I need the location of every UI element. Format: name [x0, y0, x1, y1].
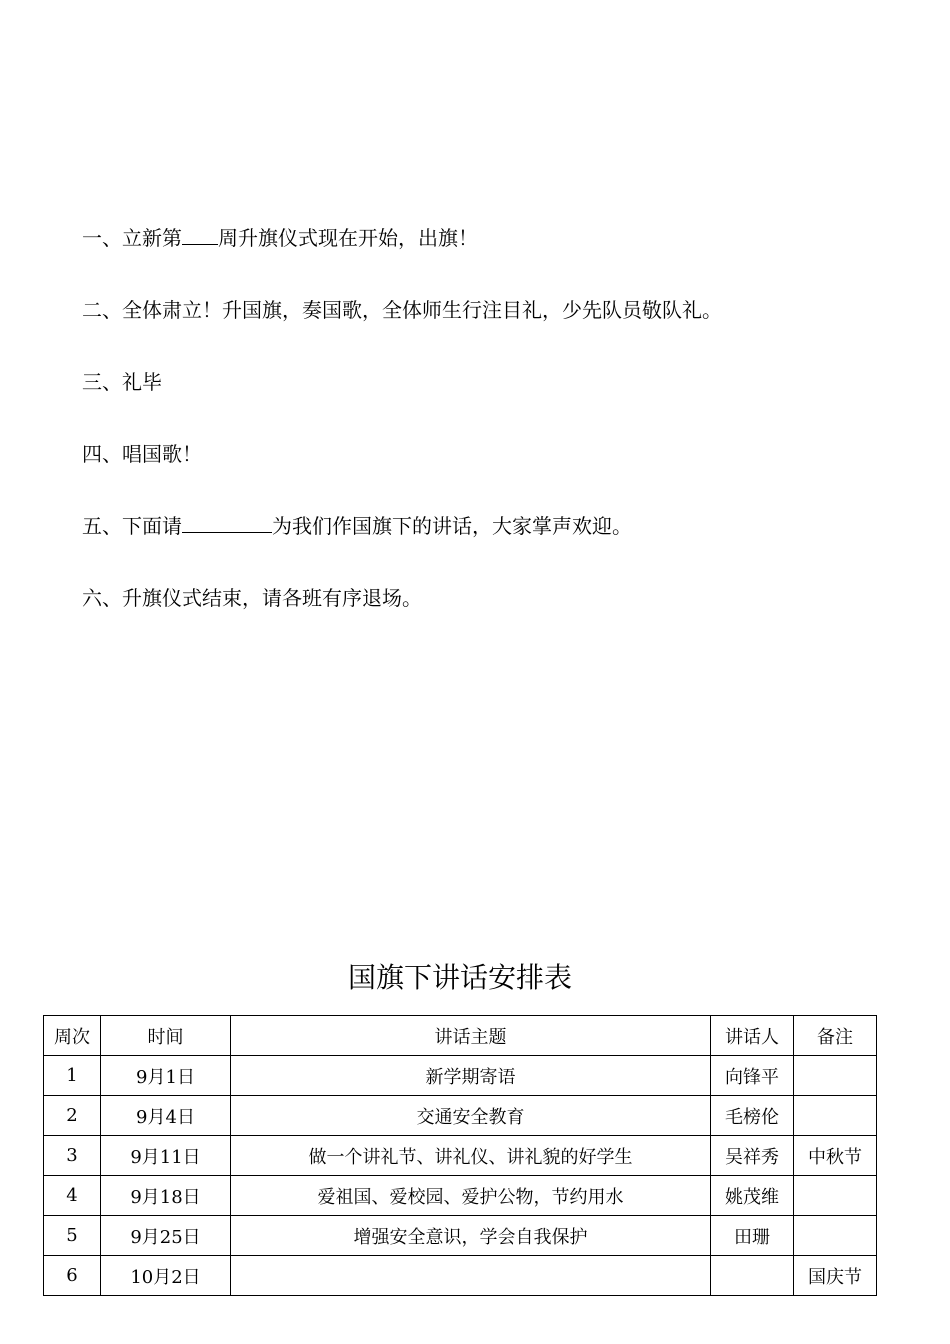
cell-date: 10月2日 — [101, 1256, 231, 1296]
step-4: 四、唱国歌！ — [82, 442, 202, 466]
cell-date: 9月4日 — [101, 1096, 231, 1136]
header-note: 备注 — [794, 1016, 877, 1056]
cell-topic — [231, 1256, 711, 1296]
step-2: 二、全体肃立！升国旗，奏国歌，全体师生行注目礼，少先队员敬队礼。 — [82, 298, 722, 322]
cell-note — [794, 1056, 877, 1096]
cell-week: 6 — [44, 1256, 101, 1296]
cell-topic: 新学期寄语 — [231, 1056, 711, 1096]
table-row — [44, 1176, 877, 1216]
step-1-prefix: 一、立新第 — [82, 226, 182, 250]
header-week: 周次 — [44, 1016, 101, 1056]
step-5 — [82, 510, 902, 542]
cell-note — [794, 1096, 877, 1136]
cell-topic: 做一个讲礼节、讲礼仪、讲礼貌的好学生 — [231, 1136, 711, 1176]
table-row — [44, 1256, 877, 1296]
cell-speaker: 吴祥秀 — [711, 1136, 794, 1176]
cell-topic: 爱祖国、爱校园、爱护公物，节约用水 — [231, 1176, 711, 1216]
header-speaker: 讲话人 — [711, 1016, 794, 1056]
header-topic: 讲话主题 — [231, 1016, 711, 1056]
cell-topic: 交通安全教育 — [231, 1096, 711, 1136]
table-row — [44, 1136, 877, 1176]
step-1 — [82, 222, 902, 254]
ceremony-steps — [82, 222, 902, 654]
schedule-table — [43, 1015, 877, 1296]
cell-speaker: 田珊 — [711, 1216, 794, 1256]
cell-speaker: 毛榜伦 — [711, 1096, 794, 1136]
cell-note — [794, 1176, 877, 1216]
cell-week: 1 — [44, 1056, 101, 1096]
step-3: 三、礼毕 — [82, 370, 162, 394]
cell-week: 3 — [44, 1136, 101, 1176]
cell-week: 2 — [44, 1096, 101, 1136]
cell-speaker: 向锋平 — [711, 1056, 794, 1096]
schedule-title: 国旗下讲话安排表 — [347, 961, 572, 994]
cell-note — [794, 1216, 877, 1256]
table-row — [44, 1216, 877, 1256]
table-row — [44, 1096, 877, 1136]
cell-date: 9月25日 — [101, 1216, 231, 1256]
cell-speaker: 姚茂维 — [711, 1176, 794, 1216]
cell-date: 9月1日 — [101, 1056, 231, 1096]
cell-date: 9月18日 — [101, 1176, 231, 1216]
cell-note: 国庆节 — [794, 1256, 877, 1296]
table-header-row — [44, 1016, 877, 1056]
step-6: 六、升旗仪式结束，请各班有序退场。 — [82, 586, 422, 610]
cell-date: 9月11日 — [101, 1136, 231, 1176]
step-5-suffix: 为我们作国旗下的讲话，大家掌声欢迎。 — [272, 514, 632, 538]
cell-speaker — [711, 1256, 794, 1296]
cell-topic: 增强安全意识，学会自我保护 — [231, 1216, 711, 1256]
speaker-name-blank — [182, 510, 272, 533]
cell-week: 4 — [44, 1176, 101, 1216]
step-1-suffix: 周升旗仪式现在开始，出旗！ — [218, 226, 478, 250]
cell-note: 中秋节 — [794, 1136, 877, 1176]
step-5-prefix: 五、下面请 — [82, 514, 182, 538]
header-date: 时间 — [101, 1016, 231, 1056]
week-number-blank — [182, 222, 218, 245]
cell-week: 5 — [44, 1216, 101, 1256]
table-row — [44, 1056, 877, 1096]
